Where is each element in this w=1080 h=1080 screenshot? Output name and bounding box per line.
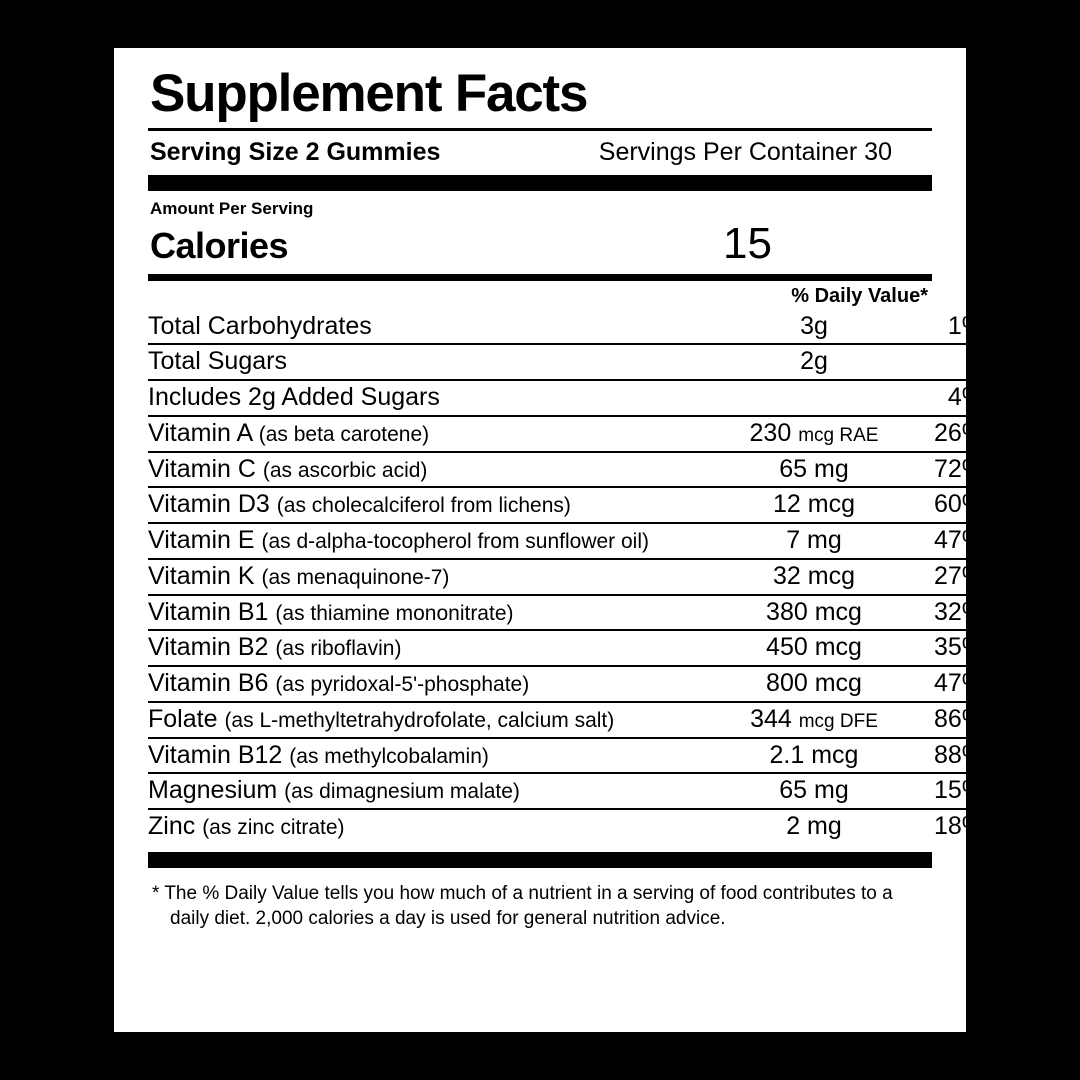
nutrient-daily-value: 4%: [898, 380, 984, 416]
nutrient-amount-value: 380 mcg: [766, 597, 862, 626]
calories-row: [150, 219, 932, 269]
nutrient-source-text: (as methylcobalamin): [289, 744, 489, 768]
calories-label: Calories: [150, 224, 289, 266]
nutrient-name-text: Vitamin A: [148, 418, 259, 447]
nutrient-amount: [730, 595, 898, 631]
table-row: [148, 559, 984, 595]
table-row: [148, 487, 984, 523]
footnote: [152, 882, 930, 931]
nutrient-daily-value: 15%: [898, 773, 984, 809]
footnote-line-1: * The % Daily Value tells you how much of a nutrient in a serving of food contributes to a: [152, 882, 893, 904]
nutrient-amount-value: 2 mg: [786, 812, 842, 841]
nutrient-amount-value: 230: [749, 418, 792, 447]
nutrient-name-text: Folate: [148, 704, 225, 733]
amount-per-serving-label: Amount Per Serving: [150, 198, 314, 218]
nutrient-name: [148, 666, 730, 702]
divider-medium: [148, 274, 932, 281]
nutrient-daily-value: 72%: [898, 452, 984, 488]
nutrient-name-text: Vitamin K: [148, 561, 262, 590]
nutrient-source-text: (as cholecalciferol from lichens): [276, 494, 571, 518]
nutrient-amount-value: 12 mcg: [773, 490, 855, 519]
table-row: [148, 452, 984, 488]
nutrient-amount: [730, 416, 898, 452]
nutrient-name: [148, 773, 730, 809]
nutrient-daily-value: 35%: [898, 630, 984, 666]
nutrient-daily-value: 60%: [898, 487, 984, 523]
nutrient-amount-value: 65 mg: [779, 776, 849, 805]
table-row: [148, 595, 984, 631]
nutrient-source-text: (as zinc citrate): [202, 816, 345, 840]
nutrient-name: [148, 344, 730, 380]
nutrient-daily-value: 27%: [898, 559, 984, 595]
nutrient-amount-value: 344: [750, 704, 792, 733]
supplement-facts-label: [132, 64, 984, 931]
nutrient-daily-value: 18%: [898, 809, 984, 844]
nutrient-name-text: Total Carbohydrates: [148, 311, 372, 340]
nutrient-amount: [730, 452, 898, 488]
nutrients-table: [148, 310, 984, 844]
nutrient-amount: [730, 344, 898, 380]
nutrient-name-text: Total Sugars: [148, 347, 287, 376]
nutrient-daily-value: [898, 344, 984, 380]
nutrient-name-text: Vitamin B6: [148, 669, 276, 698]
nutrient-name: [148, 416, 730, 452]
daily-value-header: % Daily Value*: [791, 284, 928, 307]
nutrient-amount: [730, 487, 898, 523]
nutrient-name-text: Vitamin E: [148, 526, 262, 555]
nutrient-daily-value: 1%: [947, 311, 984, 340]
nutrient-source-text: (as thiamine mononitrate): [275, 601, 514, 625]
nutrient-name: [148, 310, 730, 345]
nutrient-amount-value: 2g: [800, 347, 828, 376]
nutrient-amount-value: 800 mcg: [766, 669, 862, 698]
nutrient-name: [148, 380, 730, 416]
divider-thick-top: [148, 175, 932, 191]
table-row: [148, 416, 984, 452]
nutrient-source-text: (as riboflavin): [275, 637, 402, 661]
serving-row: [148, 138, 932, 167]
nutrient-name: [148, 487, 730, 523]
nutrient-daily-value: 47%: [898, 523, 984, 559]
nutrient-amount: [730, 666, 898, 702]
table-row: [148, 738, 984, 774]
nutrient-source-text: (as ascorbic acid): [262, 458, 428, 482]
nutrient-daily-value: 47%: [898, 666, 984, 702]
nutrient-amount: [730, 380, 898, 416]
serving-size: Serving Size 2 Gummies: [150, 137, 441, 166]
nutrient-amount-value: 3g: [800, 311, 828, 340]
nutrient-name-text: Vitamin C: [148, 454, 263, 483]
table-row: [148, 666, 984, 702]
nutrient-amount-unit: mcg DFE: [798, 710, 878, 732]
divider-title: [148, 128, 932, 131]
table-row: [148, 344, 984, 380]
table-row: [148, 380, 984, 416]
supplement-facts-panel: [114, 48, 984, 1032]
calories-value: 15: [723, 218, 772, 268]
nutrient-source-text: (as menaquinone-7): [261, 565, 450, 589]
nutrient-amount: [730, 702, 898, 738]
nutrient-name-text: Vitamin B2: [148, 633, 276, 662]
nutrient-name: [148, 523, 730, 559]
nutrient-amount-value: 2.1 mcg: [769, 740, 859, 769]
nutrient-source-text: (as pyridoxal-5'-phosphate): [275, 673, 530, 697]
table-row: [148, 523, 984, 559]
nutrient-amount-value: 7 mg: [786, 526, 842, 555]
nutrient-amount: [730, 738, 898, 774]
table-row: [148, 773, 984, 809]
nutrient-amount: [730, 523, 898, 559]
nutrient-daily-value: 86%: [898, 702, 984, 738]
footnote-line-2: daily diet. 2,000 calories a day is used for general nutrition advice.: [170, 907, 726, 929]
nutrient-name-text: Vitamin B12: [148, 740, 290, 769]
nutrient-name: [148, 595, 730, 631]
nutrient-daily-value: 26%: [898, 416, 984, 452]
nutrient-name-text: Vitamin D3: [148, 490, 277, 519]
nutrient-source-text: (as d-alpha-tocopherol from sunflower oil): [261, 530, 649, 554]
nutrient-name-text: Zinc: [148, 812, 203, 841]
table-row: [148, 310, 984, 345]
nutrient-amount-unit: mcg RAE: [798, 424, 879, 446]
nutrient-amount-value: 65 mg: [779, 454, 849, 483]
nutrient-name-text: Magnesium: [148, 776, 285, 805]
nutrient-amount: [730, 630, 898, 666]
nutrient-amount-value: 32 mcg: [773, 561, 855, 590]
nutrient-daily-value: 88%: [898, 738, 984, 774]
divider-thick-bottom: [148, 852, 932, 868]
nutrient-amount-value: 450 mcg: [766, 633, 862, 662]
nutrient-amount: [730, 559, 898, 595]
nutrient-name: [148, 452, 730, 488]
nutrient-daily-value: 32%: [898, 595, 984, 631]
nutrient-name: [148, 630, 730, 666]
table-row: [148, 809, 984, 844]
nutrient-name-text: Includes 2g Added Sugars: [148, 383, 440, 412]
servings-per-container: Servings Per Container 30: [598, 137, 892, 166]
nutrient-source-text: (as beta carotene): [258, 422, 430, 446]
nutrient-source-text: (as L-methyltetrahydrofolate, calcium salt): [224, 708, 615, 732]
nutrient-name-text: Vitamin B1: [148, 597, 276, 626]
page-title: Supplement Facts: [150, 64, 588, 123]
nutrient-amount: [730, 310, 898, 345]
nutrient-amount: [730, 773, 898, 809]
nutrient-source-text: (as dimagnesium malate): [284, 780, 520, 804]
table-row: [148, 630, 984, 666]
nutrient-name: [148, 559, 730, 595]
nutrient-name: [148, 702, 730, 738]
table-row: [148, 702, 984, 738]
nutrient-name: [148, 809, 730, 844]
nutrient-name: [148, 738, 730, 774]
nutrient-amount: [730, 809, 898, 844]
